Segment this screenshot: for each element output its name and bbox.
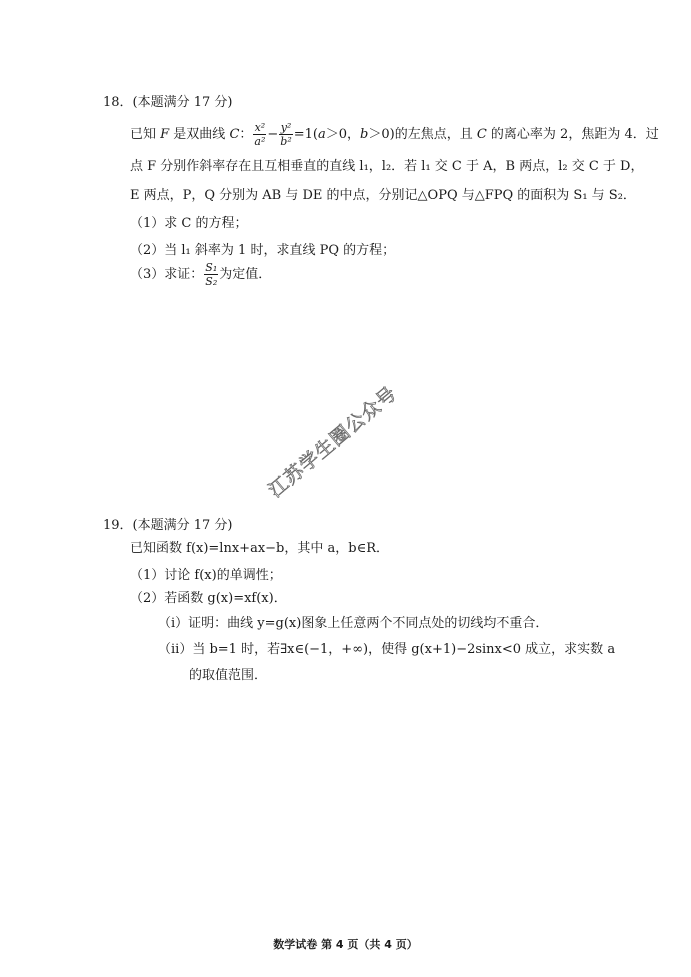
q18-part-3-prefix: （3）求证： [130,267,204,282]
q18-text: ＞0)的左焦点，且 [368,127,477,142]
q18-text: ： [239,127,253,142]
q18-text: =1( [293,127,318,142]
page-footer: 数学试卷 第 4 页（共 4 页） [273,938,418,951]
q18-part-3 [130,260,271,290]
frac-den: b² [280,135,292,148]
q19-intro: 已知函数 f(x)=lnx+ax−b，其中 a，b∈R． [130,541,389,556]
fraction-y2-b2 [279,122,292,147]
var-b: b [360,127,369,142]
q19-part-ii-line-1: （ii）当 b=1 时，若∃x∈(−1，+∞)，使得 g(x+1)−2sinx<0 成立，求实数 a [158,642,616,657]
q19-part-1: （1）讨论 f(x)的单调性； [130,568,282,583]
q19-part-i: （i）证明：曲线 y=g(x)图象上任意两个不同点处的切线均不重合． [158,616,549,631]
frac-den: S₂ [205,275,218,288]
minus-sign: − [267,127,279,142]
var-F: F [160,127,170,142]
q19-header: 19．(本题满分 17 分) [103,518,233,533]
q18-text: 已知 [130,127,161,142]
var-C: C [229,127,240,142]
frac-num: y² [280,121,292,134]
q19-part-ii-line-2: 的取值范围． [189,668,268,683]
frac-den: a² [254,135,266,148]
q18-part-2: （2）当 l₁ 斜率为 1 时，求直线 PQ 的方程； [130,243,396,258]
var-C: C [476,127,487,142]
q18-header: 18．(本题满分 17 分) [103,95,233,110]
watermark: 江苏学生圈公众号 [264,382,402,502]
q18-text: ＞0， [325,127,361,142]
q18-intro-line [130,121,659,149]
fraction-s1-s2 [204,262,218,287]
frac-num: x² [254,121,266,134]
fraction-x2-a2 [253,122,266,147]
frac-num: S₁ [205,261,218,274]
q18-line-3: E 两点，P，Q 分别为 AB 与 DE 的中点，分别记△OPQ 与△FPQ 的面积为 S₁ 与 S₂． [130,188,636,203]
q18-text: 的离心率为 2，焦距为 4．过 [486,127,659,142]
q18-text: 是双曲线 [169,127,230,142]
var-a: a [317,127,326,142]
q18-part-1: （1）求 C 的方程； [130,216,248,231]
q19-part-2: （2）若函数 g(x)=xf(x)． [130,591,287,606]
q18-part-3-suffix: 为定值． [219,267,272,282]
q18-line-2: 点 F 分别作斜率存在且互相垂直的直线 l₁，l₂．若 l₁ 交 C 于 A，B 两点，l₂ 交 C 于 D， [130,159,644,174]
